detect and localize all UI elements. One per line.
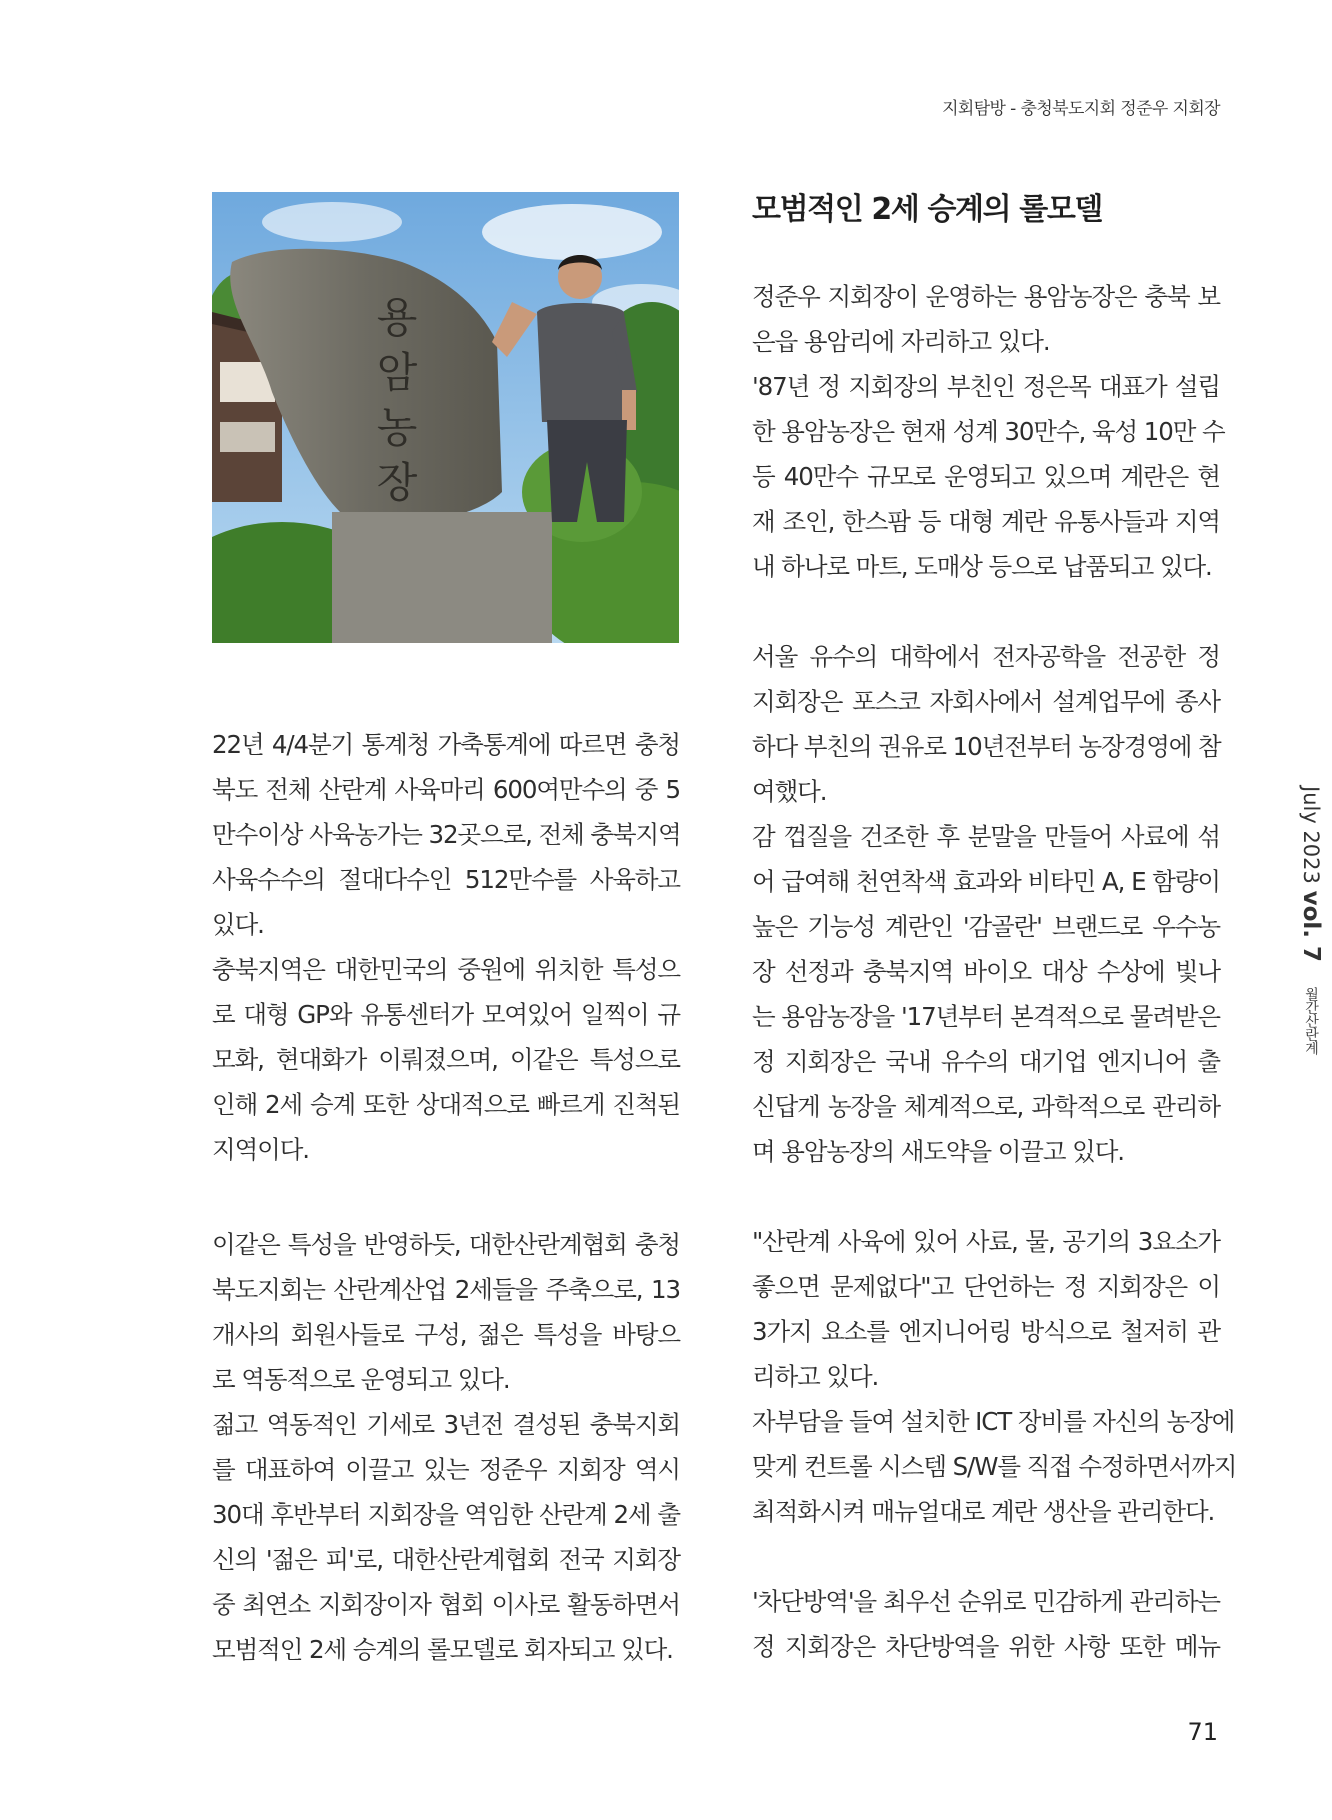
text-line: 감 껍질을 건조한 후 분말을 만들어 사료에 섞 — [752, 822, 1220, 851]
text-line: 장 선정과 충북지역 바이오 대상 수상에 빛나 — [752, 957, 1220, 986]
text-line: 최적화시켜 매뉴얼대로 계란 생산을 관리한다. — [752, 1497, 1215, 1526]
paragraph — [212, 1402, 680, 1672]
text-line: 모화, 현대화가 이뤄졌으며, 이같은 특성으로 — [212, 1045, 680, 1074]
paragraph — [752, 274, 1220, 364]
text-line: 자부담을 들여 설치한 ICT 장비를 자신의 농장에 — [752, 1407, 1235, 1436]
text-line: 중 최연소 지회장이자 협회 이사로 활동하면서 — [212, 1590, 680, 1619]
text-line: 만수이상 사육농가는 32곳으로, 전체 충북지역 — [212, 820, 681, 849]
paragraph — [752, 1579, 1220, 1669]
paragraph — [752, 364, 1225, 589]
paragraph-gap — [752, 589, 1220, 634]
text-line: 며 용암농장의 새도약을 이끌고 있다. — [752, 1137, 1124, 1166]
text-line: 정 지회장은 국내 유수의 대기업 엔지니어 출 — [752, 1047, 1220, 1076]
text-line: 정 지회장은 차단방역을 위한 사항 또한 메뉴 — [752, 1632, 1220, 1661]
text-line: 리하고 있다. — [752, 1362, 879, 1391]
left-column-bottom — [212, 1222, 680, 1672]
section-title: 모범적인 2세 승계의 롤모델 — [752, 192, 1102, 227]
article-photo — [212, 192, 679, 643]
left-column-top — [212, 722, 680, 1172]
text-line: 있다. — [212, 910, 264, 939]
text-line: 여했다. — [752, 777, 827, 806]
text-line: 지역이다. — [212, 1135, 309, 1164]
text-line: 좋으면 문제없다"고 단언하는 정 지회장은 이 — [752, 1272, 1220, 1301]
text-line: 높은 기능성 계란인 '감골란' 브랜드로 우수농 — [752, 912, 1220, 941]
text-line: 신답게 농장을 체계적으로, 과학적으로 관리하 — [752, 1092, 1220, 1121]
text-line: 내 하나로 마트, 도매상 등으로 납품되고 있다. — [752, 552, 1212, 581]
svg-text:용: 용 — [376, 293, 418, 342]
farm-stone-photo — [212, 192, 679, 643]
text-line: 북도지회는 산란계산업 2세들을 주축으로, 13 — [212, 1275, 680, 1304]
page-number: 71 — [1187, 1718, 1218, 1746]
text-line: 서울 유수의 대학에서 전자공학을 전공한 정 — [752, 642, 1220, 671]
paragraph-gap — [752, 1174, 1220, 1219]
paragraph — [752, 634, 1220, 814]
text-line: 3가지 요소를 엔지니어링 방식으로 철저히 관 — [752, 1317, 1220, 1346]
text-line: "산란계 사육에 있어 사료, 물, 공기의 3요소가 — [752, 1227, 1220, 1256]
text-line: 를 대표하여 이끌고 있는 정준우 지회장 역시 — [212, 1455, 680, 1484]
text-line: '차단방역'을 최우선 순위로 민감하게 관리하는 — [752, 1587, 1220, 1616]
text-line: 북도 전체 산란계 사육마리 600여만수의 중 5 — [212, 775, 680, 804]
text-line: 는 용암농장을 '17년부터 본격적으로 물려받은 — [752, 1002, 1220, 1031]
paragraph-gap — [752, 1534, 1220, 1579]
issue-side-tab — [1268, 786, 1324, 1055]
issue-date: July 2023 — [1299, 786, 1323, 884]
text-line: 젊고 역동적인 기세로 3년전 결성된 충북지회 — [212, 1410, 680, 1439]
text-line: '87년 정 지회장의 부친인 정은목 대표가 설립 — [752, 372, 1220, 401]
text-line: 하다 부친의 권유로 10년전부터 농장경영에 참 — [752, 732, 1221, 761]
right-column — [752, 274, 1237, 1669]
text-line: 신의 '젊은 피'로, 대한산란계협회 전국 지회장 — [212, 1545, 680, 1574]
paragraph — [752, 814, 1220, 1174]
paragraph — [752, 1219, 1220, 1399]
running-header: 지회탐방 - 충청북도지회 정준우 지회장 — [942, 99, 1220, 119]
text-line: 맞게 컨트롤 시스템 S/W를 직접 수정하면서까지 — [752, 1452, 1237, 1481]
magazine-name: 월간산란계 — [1303, 986, 1319, 1055]
text-line: 정준우 지회장이 운영하는 용암농장은 충북 보 — [752, 282, 1220, 311]
text-line: 모범적인 2세 승계의 롤모델로 회자되고 있다. — [212, 1635, 673, 1664]
text-line: 사육수수의 절대다수인 512만수를 사육하고 — [212, 865, 680, 894]
text-line: 로 대형 GP와 유통센터가 모여있어 일찍이 규 — [212, 1000, 680, 1029]
text-line: 인해 2세 승계 또한 상대적으로 빠르게 진척된 — [212, 1090, 680, 1119]
text-line: 재 조인, 한스팜 등 대형 계란 유통사들과 지역 — [752, 507, 1220, 536]
text-line: 30대 후반부터 지회장을 역임한 산란계 2세 출 — [212, 1500, 680, 1529]
paragraph — [212, 1222, 680, 1402]
text-line: 등 40만수 규모로 운영되고 있으며 계란은 현 — [752, 462, 1220, 491]
text-line: 충북지역은 대한민국의 중원에 위치한 특성으 — [212, 955, 680, 984]
text-line: 한 용암농장은 현재 성계 30만수, 육성 10만 수 — [752, 417, 1225, 446]
paragraph — [752, 1399, 1237, 1534]
svg-text:장: 장 — [376, 458, 418, 507]
paragraph — [212, 947, 680, 1172]
text-line: 이같은 특성을 반영하듯, 대한산란계협회 충청 — [212, 1230, 680, 1259]
text-line: 은읍 용암리에 자리하고 있다. — [752, 327, 1050, 356]
text-line: 지회장은 포스코 자회사에서 설계업무에 종사 — [752, 687, 1220, 716]
svg-text:암: 암 — [376, 348, 418, 397]
text-line: 어 급여해 천연착색 효과와 비타민 A, E 함량이 — [752, 867, 1220, 896]
text-line: 개사의 회원사들로 구성, 젊은 특성을 바탕으 — [212, 1320, 680, 1349]
issue-volume: vol. 7 — [1298, 890, 1324, 963]
text-line: 로 역동적으로 운영되고 있다. — [212, 1365, 510, 1394]
text-line: 22년 4/4분기 통계청 가축통계에 따르면 충청 — [212, 730, 680, 759]
paragraph — [212, 722, 680, 947]
svg-text:농: 농 — [376, 403, 418, 452]
